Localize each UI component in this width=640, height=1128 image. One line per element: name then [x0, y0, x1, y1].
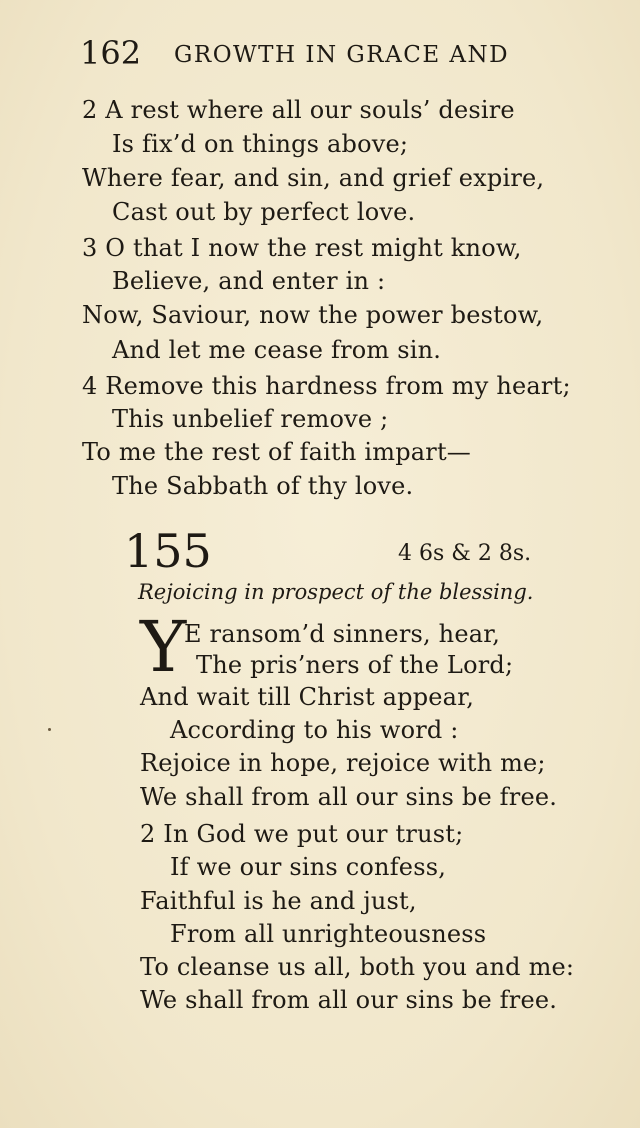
verse-line: Faithful is he and just, [140, 887, 417, 915]
verse-line: We shall from all our sins be free. [140, 783, 558, 811]
verse-line: Rejoice in hope, rejoice with me; [140, 749, 546, 777]
verse-line: 2 In God we put our trust; [140, 820, 464, 848]
verse-line: Believe, and enter in : [112, 267, 386, 295]
verse-line: We shall from all our sins be free. [140, 986, 558, 1014]
verse-line: To cleanse us all, both you and me: [140, 953, 575, 981]
verse-line: Is fix’d on things above; [112, 130, 409, 158]
verse-line: And wait till Christ appear, [140, 683, 475, 711]
verse-line: From all unrighteousness [170, 920, 487, 948]
margin-speck [48, 728, 51, 731]
verse-line: E ransom’d sinners, hear, [184, 620, 501, 648]
verse-line: And let me cease from sin. [112, 336, 442, 364]
drop-cap: Y [140, 606, 187, 688]
verse-line: If we our sins confess, [170, 853, 447, 881]
verse-line: According to his word : [170, 716, 459, 744]
verse-line: To me the rest of faith impart— [82, 438, 471, 466]
hymn-number: 155 [124, 524, 212, 578]
verse-line: 3 O that I now the rest might know, [82, 234, 522, 262]
verse-line: The Sabbath of thy love. [112, 472, 414, 500]
verse-line: This unbelief remove ; [112, 405, 389, 433]
verse-line: 2 A rest where all our souls’ desire [82, 96, 515, 124]
verse-line: 4 Remove this hardness from my heart; [82, 372, 571, 400]
verse-line: Now, Saviour, now the power bestow, [82, 301, 544, 329]
hymn-subtitle: Rejoicing in prospect of the blessing. [138, 580, 534, 604]
running-title: GROWTH IN GRACE AND [174, 42, 510, 68]
verse-line: Where fear, and sin, and grief expire, [82, 164, 545, 192]
verse-line: Cast out by perfect love. [112, 198, 416, 226]
verse-line: The pris’ners of the Lord; [196, 651, 514, 679]
hymn-meter: 4 6s & 2 8s. [398, 541, 532, 566]
page-number: 162 [80, 34, 142, 72]
